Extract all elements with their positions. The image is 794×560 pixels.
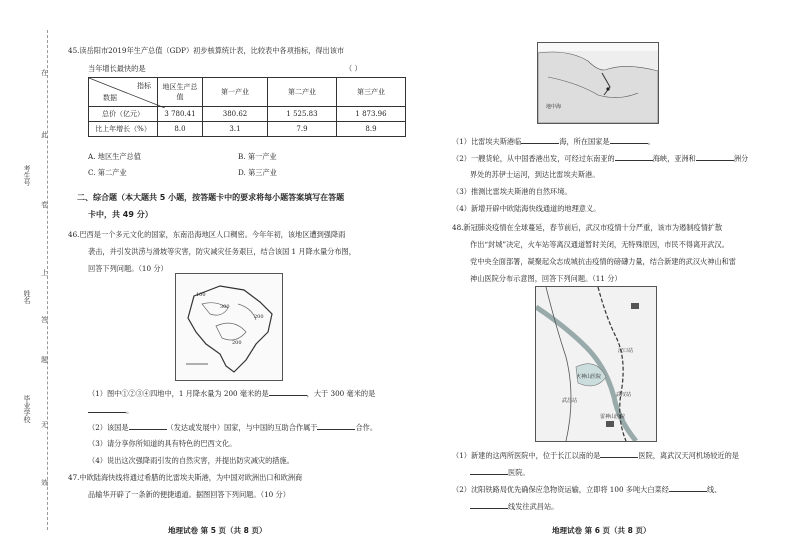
q47-sub4: （4）新增开辟中欧陆海快线通道的地理意义。: [452, 204, 601, 213]
isohyet-label: 200: [232, 340, 242, 346]
q45-stem: 45.读岳阳市2019年生产总值（GDP）初步核算统计表，比较表中各项指标，得出该市: [68, 46, 345, 55]
footer-left: 地理试卷 第 5 页（共 8 页）: [168, 526, 267, 535]
q46-sub1: [88, 388, 375, 399]
q48-line: 48.新冠肺炎疫情在全球蔓延，春节前后，武汉市疫情十分严重，该市为遏制疫情扩散: [452, 223, 723, 232]
q45-stem-2: 当年增长最快的是: [88, 64, 146, 73]
isohyet-label: 300: [220, 304, 230, 310]
answer-blank[interactable]: [129, 422, 167, 430]
q46-sub2-a: （2）该国是: [88, 423, 129, 432]
q46-sub4: （4）说出这次强降雨引发的自然灾害，并提出防灾减灾的措施。: [88, 456, 294, 465]
diag-line: [89, 78, 165, 108]
strip-char: 答: [41, 316, 48, 324]
q46-line: 袭击，并引发洪涝与滑坡等灾害，防灾减灾任务艰巨，结合该国 1 月降水量分布图，: [88, 247, 356, 256]
answer-blank[interactable]: [317, 422, 355, 430]
q47-sub1: （1）比雷埃夫斯港临 海，所在国家是 。: [452, 137, 655, 146]
q46-line: 回答下列问题。（10 分）: [88, 264, 168, 273]
answer-blank[interactable]: [610, 136, 648, 144]
answer-blank[interactable]: [600, 450, 638, 458]
cell: 8.0: [158, 122, 203, 137]
q48-sub2: [452, 484, 721, 495]
answer-blank[interactable]: [669, 484, 707, 492]
q47-sub2-cont: 界处的苏伊士运河，到达比雷埃夫斯港。: [470, 170, 600, 179]
option-a: A. 地区生产总值: [88, 152, 141, 161]
q47-sub2-a: （2）一艘货轮，从中国香港出发，可经过东南亚的: [452, 154, 615, 163]
q48-sub2-b: 线、: [706, 485, 722, 494]
cell: 3 780.41: [158, 107, 203, 122]
mediterranean-map-icon: [538, 43, 658, 123]
row-label: 总价（亿元）: [89, 107, 158, 122]
brazil-rainfall-map: [175, 273, 283, 381]
corner-top: 指标: [137, 82, 151, 90]
answer-blank[interactable]: [470, 467, 508, 475]
corner-bottom: 数据: [103, 94, 117, 102]
q46-sub3: （3）请分享你所知道的具有特色的巴西文化。: [88, 439, 237, 448]
q48-sub1-c: 医院。: [508, 468, 530, 477]
mediterranean-map: [537, 42, 659, 124]
cell: 8.9: [337, 122, 406, 137]
strip-char: 此: [41, 131, 48, 139]
answer-blank[interactable]: [269, 388, 307, 396]
q46-sub1-b: ，大于 300 毫米的是: [306, 389, 376, 398]
q48-line: 神山医院分布示意图，回答下列问题。（11 分）: [470, 274, 622, 283]
q46-line: 46.巴西是一个多元文化的国家，东南沿海地区人口稠密。今年年初，该地区遭到强降雨: [68, 230, 346, 239]
wuhan-hospital-map: [535, 286, 657, 442]
col-header: 地区生产总值: [158, 78, 203, 107]
label-exam-no: 考生号: [23, 165, 31, 186]
map-label-leishenshan: 雷神山医院: [600, 414, 626, 420]
cell: 1 525.83: [268, 107, 337, 122]
q46-sub2-c: 合作。: [355, 423, 378, 432]
label-school: 毕业学校: [23, 395, 31, 423]
brazil-map-icon: [176, 274, 282, 380]
option-b: B. 第一产业: [238, 152, 277, 161]
isohyet-label: 100: [196, 292, 206, 298]
cell: 3.1: [203, 122, 268, 137]
answer-blank[interactable]: [615, 153, 653, 161]
answer-blank[interactable]: [88, 405, 126, 413]
q47-sub2-c: 洲分: [733, 154, 749, 163]
q46-sub2: [88, 422, 377, 433]
q48-line: 作出“封城”决定，火车站等离汉通道暂时关闭，无特殊原因，市民不得离开武汉。: [470, 240, 729, 249]
map-label-hankou: 汉口站: [618, 348, 634, 354]
map-label-sea: 地中海: [546, 104, 562, 110]
footer-right: 地理试卷 第 6 页（共 8 页）: [552, 526, 651, 535]
q47-line: 47.中欧陆海快线将通过希腊的比雷埃夫斯港，为中国对欧洲出口和欧洲商: [68, 473, 303, 482]
label-name: 姓名: [23, 290, 31, 304]
col-header: 第三产业: [337, 78, 406, 107]
q46-sub2-b: （发达或发展中）国家，与中国的互助合作属于: [166, 423, 318, 432]
map-label-wuhan-station: 武汉站: [616, 392, 632, 398]
table-row: [89, 107, 406, 122]
q47-sub2: [452, 153, 748, 164]
cell: 7.9: [268, 122, 337, 137]
option-c: C. 第二产业: [88, 168, 127, 177]
map-label-huoshenshan: 火神山医院: [576, 374, 602, 380]
q48-line: 党中央全面部署，凝聚起众志成城抗击疫情的磅礴力量，结合新建的武汉火神山和雷: [470, 257, 736, 266]
q47-sub2-b: 海峡，亚洲和: [652, 154, 696, 163]
table-row: [89, 122, 406, 137]
gdp-table: [88, 77, 406, 137]
map-label-wuchang: 武昌站: [562, 398, 578, 404]
option-d: D. 第三产业: [238, 168, 277, 177]
q48-sub1-b: 医院，离武汉天河机场较近的是: [638, 451, 739, 460]
q47-sub1-a: （1）比雷埃夫斯港临: [452, 137, 522, 146]
strip-char: 上: [41, 269, 48, 277]
section2-title: 二、综合题（本大题共 5 小题，按答题卡中的要求将每小题答案填写在答题: [77, 193, 345, 202]
answer-blank[interactable]: [696, 153, 734, 161]
answer-blank[interactable]: [470, 501, 508, 509]
isohyet-label: 200: [254, 314, 264, 320]
row-label: 比上年增长（%）: [89, 122, 158, 137]
q47-sub3: （3）推测比雷埃夫斯港的自然环境。: [452, 187, 572, 196]
strip-char: 无: [41, 421, 48, 429]
q48-sub1: [452, 450, 739, 461]
strip-char: 在: [41, 69, 48, 77]
table-corner: [89, 78, 158, 107]
q47-sub1-b: 海，所在国家是: [559, 137, 610, 146]
strip-char: 卷: [41, 201, 48, 209]
strip-char: 题: [41, 356, 48, 364]
col-header: 第二产业: [268, 78, 337, 107]
q48-sub2-a: （2）沈阳铁路局优先确保应急物资运输，立即将 100 多吨大白菜经: [452, 485, 669, 494]
cell: 380.62: [203, 107, 268, 122]
q47-line: 品输华开辟了一条新的便捷通道。据图回答下列问题。（10 分）: [88, 490, 290, 499]
wuhan-map-icon: [536, 287, 656, 441]
section2-title-2: 卡中，共 49 分）: [88, 210, 153, 219]
q48-sub1-a: （1）新建的这两所医院中，位于长江以南的是: [452, 451, 601, 460]
strip-char: 效: [41, 479, 48, 487]
cell: 1 873.96: [337, 107, 406, 122]
col-header: 第一产业: [203, 78, 268, 107]
q45-paren: （ ）: [345, 64, 362, 73]
answer-blank[interactable]: [521, 136, 559, 144]
q46-sub1-a: （1）图中①②③④四地中，1 月降水量为 200 毫米的是: [88, 389, 269, 398]
binding-strip: [38, 30, 52, 530]
q48-sub2-c: 线发往武昌站。: [508, 502, 559, 511]
